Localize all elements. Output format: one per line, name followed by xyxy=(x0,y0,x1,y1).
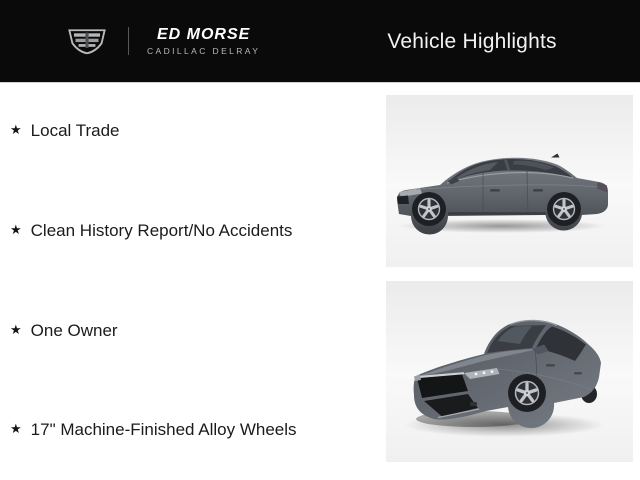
star-icon: ★ xyxy=(10,222,22,237)
star-icon: ★ xyxy=(10,421,22,436)
dealer-location: CADILLAC DELRAY xyxy=(147,45,261,56)
highlight-item xyxy=(10,419,297,441)
highlight-label: 17" Machine-Finished Alloy Wheels xyxy=(30,420,297,439)
dealer-name: ED MORSE xyxy=(156,25,251,43)
highlight-label: One Owner xyxy=(30,321,118,340)
vehicle-photo-front-quarter xyxy=(386,281,633,462)
header-bar xyxy=(0,0,640,83)
highlight-label: Local Trade xyxy=(30,121,120,140)
dealer-brand xyxy=(64,26,260,56)
cadillac-crest-icon xyxy=(64,26,110,56)
dealer-name-block xyxy=(147,27,260,56)
highlight-item xyxy=(10,220,292,242)
vehicle-front-quarter-illustration xyxy=(386,281,633,462)
highlight-item xyxy=(10,320,118,342)
car-front-quarter-body xyxy=(414,320,601,428)
rear-wheel xyxy=(547,192,581,226)
front-wheel xyxy=(412,192,446,226)
star-icon: ★ xyxy=(10,122,22,137)
front-wheel xyxy=(508,374,546,412)
star-icon: ★ xyxy=(10,322,22,337)
vehicle-photo-side xyxy=(386,95,633,267)
highlight-item xyxy=(10,120,120,142)
brand-divider xyxy=(128,27,129,55)
vehicle-side-illustration xyxy=(386,95,633,267)
highlight-label: Clean History Report/No Accidents xyxy=(30,221,293,240)
page-title: Vehicle Highlights xyxy=(387,30,557,53)
